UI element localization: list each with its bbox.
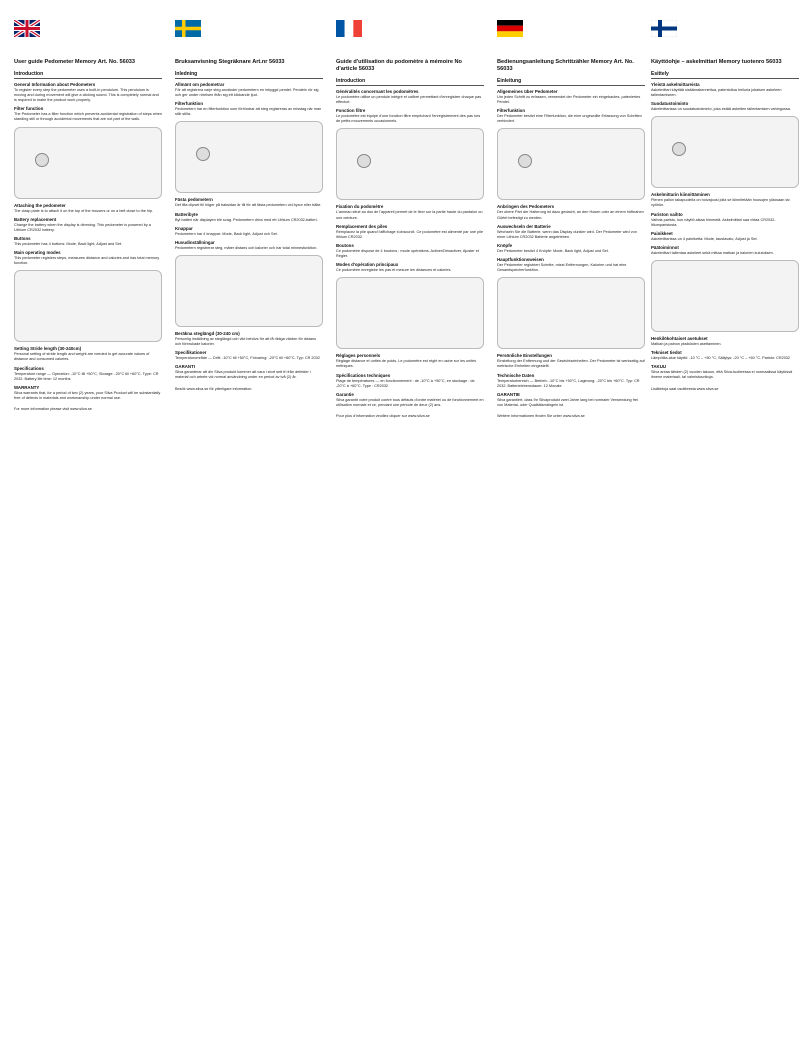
heading: Fixation du podomètre <box>336 204 384 210</box>
germany-flag-icon <box>497 20 523 37</box>
paragraph: Silva warrants that, for a period of two (2) years, your Silva Product will be substantially free of defects in materials and workmanship under normal use. <box>14 390 161 400</box>
paragraph: Det lilla clipset till höger på baksidan är till för att fästa pedometern vid byxor eller bälte. <box>175 203 322 208</box>
heading: Boutons <box>336 242 354 248</box>
heading: Henkilökohtaiset asetukset <box>651 336 708 342</box>
heading: Fästa pedometern <box>175 197 213 203</box>
page-title: Käyttöohje – askelmittari Memory tuotenro 56033 <box>651 59 782 65</box>
paragraph: Askelmittari käyttää sisäänrakennettua, patentoitua heiluria jokaisen askeleen tallentamiseen. <box>651 87 782 98</box>
heading: Réglages personnels <box>336 353 381 359</box>
heading: GARANTI <box>175 364 196 370</box>
heading: Painikkeet <box>651 230 673 236</box>
sweden-flag-icon <box>175 20 201 37</box>
paragraph: Lämpötila-alue käyttö: -10 °C – +50 °C, Säilytys: -20 °C – +60 °C. Paristo: CR2032 <box>651 356 791 361</box>
paragraph: Der obere Part der Halterung ist dazu gedacht, an den Hosen oder an einem höftnahen Gürtel befestigt zu werden. <box>497 210 644 220</box>
paragraph: Byt batteri när displayen blir svag. Pedometern drivs med ett Lithium CR2032-batteri. <box>175 217 318 222</box>
paragraph: Réglage distance et unités de poids. Le podomètre est réglé en usine sur les unités métriques. <box>336 359 477 369</box>
paragraph: Silva garanterar att din Silva produkt kommer att vara i stort sett fri från defekter i material och arbete vid normal användning under en period av två (2) år. <box>175 370 311 380</box>
section-heading: Einleitung <box>497 78 645 86</box>
paragraph: Temperature range — Operation: -10°C till +50°C, Storage: -20°C till +60°C. Type: CR 2032. Battery life time: 12 months <box>14 371 159 381</box>
paragraph: The clasp plate is to attach it on the top of the trousers or on a belt close to the hip. <box>14 208 154 213</box>
page-title: Bruksanvisning Stegräknare Art.nr 56033 <box>175 59 285 65</box>
display-illustration <box>14 270 162 342</box>
column-swedish <box>175 20 323 1030</box>
heading: Päätoiminnot <box>651 244 679 250</box>
pedometer-illustration <box>651 116 799 188</box>
footer-link: Pour plus d'information veuillez cliquer sur www.silva.se <box>336 414 430 419</box>
paragraph: Einstellung der Entfernung und der Gewichtseinheiten. Der Pedometer ist werkseitig auf metrische Einheiten eingestellt. <box>497 359 645 369</box>
paragraph: Ce podomètre dispose de 4 boutons : mode opérations, Activer/Désactiver, Ajuster et Régler. <box>336 248 479 259</box>
heading: Hauptfunktionsweisen <box>497 257 544 263</box>
pedometer-illustration <box>175 121 323 193</box>
pedometer-illustration <box>14 127 162 199</box>
section-heading: Inledning <box>175 71 323 79</box>
heading: Knöpfe <box>497 242 513 248</box>
heading: Filter function <box>14 106 44 112</box>
paragraph: L'anneau situé au dos de l'appareil permet de le fixer sur la partie haute du pantalon ou une ceinture. <box>336 210 483 220</box>
paragraph: Matkan ja painon yksiköiden asettaminen. <box>651 342 722 347</box>
paragraph: Personlig inställning av steglängd och vikt behövs för att få riktiga värden för distans och förbrukade kalorier. <box>175 336 316 347</box>
paragraph: Der Pedometer besitzt eine Filterfunktion, die eine ungewollte Erfassung von Schritten verhindert. <box>497 114 642 124</box>
uk-flag-icon <box>14 20 40 37</box>
heading: Filterfunktion <box>175 101 204 107</box>
paragraph: Pedometern har 4 knappar: Mode, Back light, Adjust och Set. <box>175 231 278 236</box>
paragraph: To register every step the pedometer uses a built-in pendulum. This pendulum is moving and during movement will give a clicking sound. This is completely normal and is required to make the product work properly. <box>14 87 159 103</box>
footer-link: Lisätietoja saat osoitteesta www.silva.se <box>651 386 719 391</box>
heading: Specifications <box>14 365 44 371</box>
heading: Battery replacement <box>14 216 57 222</box>
paragraph: Pedometern har en filterfunktion som förhindrar att steg registreras av misstag när man står stilla. <box>175 107 322 117</box>
display-illustration <box>175 255 323 327</box>
column-french <box>336 20 484 1030</box>
page-title: Bedienungsanleitung Schrittzähler Memory Art. No. 56033 <box>497 59 634 72</box>
footer-link: Besök www.silva.se för ytterligare information. <box>175 386 253 391</box>
heading: WARRANTY <box>14 384 40 390</box>
heading: Attaching the pedometer <box>14 202 66 208</box>
paragraph: Silva garantit votre produit contre tous défauts d'ordre matériel ou de fonctionnement en utilisation normale et ce, pendant une période de deux (2) ans. <box>336 397 484 407</box>
france-flag-icon <box>336 20 362 37</box>
heading: Spécifications techniques <box>336 372 391 378</box>
heading: Suodatustoiminto <box>651 101 689 107</box>
paragraph: Remplacez la pile quand l'affichage s'obscurcit. Ce podomètre est alimenté par une pile lithium CR2032. <box>336 229 484 239</box>
heading: Fonction filtre <box>336 108 366 114</box>
heading: Buttons <box>14 235 31 241</box>
heading: Filterfunktion <box>497 108 526 114</box>
heading: Knappar <box>175 225 193 231</box>
paragraph: För att registrera varje steg använder pedometern en inbyggd pendel. Pendeln rör sig och ger under rörelsen ifrån sig ett klickande ljud. <box>175 87 319 98</box>
paragraph: The Pedometer has a filter function which prevents accidental registration of steps when standing still or through accidental movements that are not part of the walk. <box>14 112 162 122</box>
heading: GARANTIE <box>497 391 520 397</box>
section-heading: Esittely <box>651 71 799 79</box>
heading: Allgemeines über Pedometer <box>497 88 558 94</box>
footer-link: For more information please visit www.silva.se <box>14 407 92 412</box>
page-title: Guide d'utilisation du podomètre à mémoire No d'article 56033 <box>336 59 462 72</box>
heading: Garantie <box>336 391 354 397</box>
paragraph: Der Pedometer besitzt 4 Knöpfe: Mode, Back light, Adjust und Set. <box>497 248 609 253</box>
paragraph: Temperaturområde — Drift: -10°C till +50°C, Förvaring: -20°C till +60°C. Typ: CR 2032 <box>175 356 320 361</box>
heading: Huvudinställningar <box>175 239 215 245</box>
paragraph: Askelmittari tallentaa askeleet sekä mittaa matkan ja kalorien kulutuksen. <box>651 250 774 255</box>
section-heading: Introduction <box>336 78 484 86</box>
column-english <box>14 20 162 1030</box>
heading: Setting Stride length (30-240cm) <box>14 346 82 352</box>
heading: Allmänt om pedometrar <box>175 81 225 87</box>
heading: Yleistä askelmittareista <box>651 81 700 87</box>
heading: Main operating modes <box>14 250 61 256</box>
heading: TAKUU <box>651 364 667 370</box>
paragraph: Um jeden Schritt zu erfassen, verwendet der Pedometer ein eingebautes, pateniertes Pendel. <box>497 94 641 105</box>
display-illustration <box>651 260 799 332</box>
heading: Remplacement des piles <box>336 223 388 229</box>
heading: Pariston vaihto <box>651 211 683 217</box>
paragraph: Change the battery when the display is dimming. This pedometer is powered by a Lithium CR2032 battery. <box>14 222 151 232</box>
pedometer-illustration <box>336 128 484 200</box>
heading: Beräkna steglängd (30-240 cm) <box>175 330 240 336</box>
heading: Persönliche Einstellungen <box>497 353 552 359</box>
heading: Modes d'opération principaux <box>336 262 399 268</box>
paragraph: Ce podomètre enregistre les pas et mesure les distances et calories. <box>336 268 452 273</box>
paragraph: Plage de températures — en fonctionnement : de -10°C à +50°C, en stockage : de -20°C à +60°C. Type : CR2032 <box>336 378 475 388</box>
paragraph: Silva garantiert, dass Ihr Silvaprodukt zwei Jahre lang bei normaler Verwendung frei von Material- oder Qualitätsmängeln ist. <box>497 397 638 407</box>
paragraph: Askelmittarissa on suodatustoiminto, joka estää askelten tallentamisen vahingossa. <box>651 107 791 112</box>
heading: Technische Daten <box>497 372 535 378</box>
heading: Anbringen des Pedometers <box>497 204 555 210</box>
paragraph: Askelmittarissa on 4 painiketta: Mode, taustavalo, Adjust ja Set. <box>651 236 758 241</box>
heading: Specifikationer <box>175 350 207 356</box>
footer-link: Weitere Informationen finden Sie unter www.silva.se <box>497 414 585 419</box>
paragraph: Pienen pallon takapuolella on hoivajousi jolla se kiinnitetään housujen yläosaan tai vyöhön. <box>651 198 790 208</box>
column-finnish <box>651 20 799 1030</box>
heading: Généralités concernant les podomètres <box>336 88 419 94</box>
paragraph: Le podomètre utilise un pendule intégré et calibré permettant d'enregistrer chaque pas effectué. <box>336 94 482 105</box>
pedometer-illustration <box>497 128 645 200</box>
heading: Tekniset tiedot <box>651 350 682 356</box>
heading: Auswechseln der Batterie <box>497 223 551 229</box>
paragraph: This pedometer has 4 buttons: Mode, Back light, Adjust and Set. <box>14 241 123 246</box>
paragraph: Vaihda paristo, kun näyttö alkaa himmetä. Askelmittari saa virtaa CR2032-litiumparistosta. <box>651 217 776 227</box>
finland-flag-icon <box>651 20 677 37</box>
paragraph: Silva antaa tähden (2) vuoden takuun, että Silva-tuotteessa ei normaalissa käytössä ilmene materiaali- tai valmistusvikoja. <box>651 370 793 380</box>
paragraph: Personal setting of stride length and weight are needed to get accurate values of distance and consumed calories. <box>14 352 150 362</box>
section-heading: Introduction <box>14 71 162 79</box>
page-title: User guide Pedometer Memory Art. No. 56033 <box>14 59 136 65</box>
paragraph: This pedometer registers steps, measures distance and calories and has total memory function. <box>14 256 160 266</box>
paragraph: Pedometern registrerar steg, mäter distans och kalorier och har total minnesfunktion. <box>175 245 318 250</box>
heading: Askelmittarin kiinnittäminen <box>651 192 710 198</box>
paragraph: Temperaturbereich — Betrieb: -10°C bis +50°C, Lagerung: -20°C bis +60°C. Typ: CR 2032. Batterielebensdauer: 12 Monate <box>497 378 640 388</box>
display-illustration <box>497 277 645 349</box>
paragraph: Le podomètre est équipé d'une fonction filtre empêchant l'enregistrement des pas lors de petits mouvements occasionnels. <box>336 114 481 124</box>
paragraph: Der Pedometer registriert Schritte, misst Entfernungen, Kalorien und hat eine Gesamtspeicherfunktion. <box>497 263 627 273</box>
display-illustration <box>336 277 484 349</box>
column-german <box>497 20 645 1030</box>
paragraph: Wechseln Sie die Batterie, wenn das Display dunkler wird. Der Pedometer wird von einer Lithium CR2032 Batterie angetrieben. <box>497 229 637 239</box>
heading: Batteribyte <box>175 211 198 217</box>
heading: General Information about Pedometers <box>14 81 96 87</box>
